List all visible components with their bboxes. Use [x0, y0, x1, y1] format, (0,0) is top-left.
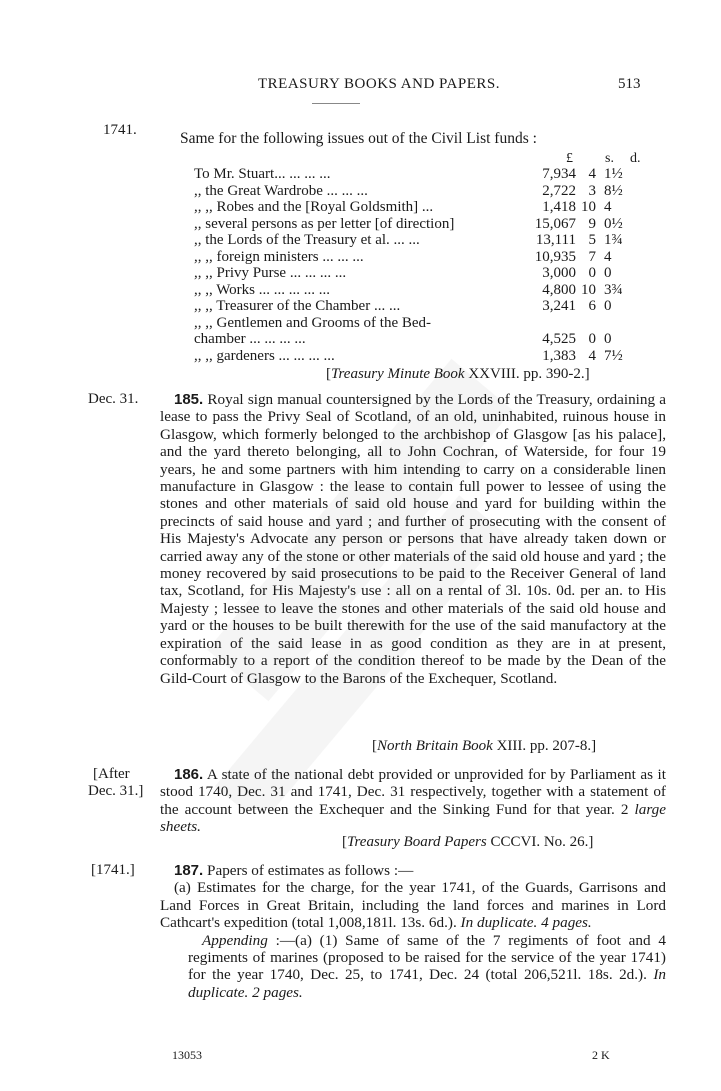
entry-187-number: 187.: [174, 862, 204, 879]
entry-186-number: 186.: [174, 766, 204, 783]
footer-sheet-mark: 2 K: [592, 1048, 610, 1062]
entry-187-appending: Appending :—(a) (1) Same of same of the 7 regiments of foot and 4 regiments of marines (proposed to be raised for the service of the year 1741) for the year 1740, Dec. 25, to 1741, Dec. 24 (total 206,521l. 18s. 2d.). In duplicate. 2 pages.: [188, 931, 667, 1001]
row-shillings: 9: [588, 215, 596, 232]
civil-list-row: [194, 249, 636, 266]
footer-signature-mark: 13053: [172, 1048, 202, 1062]
civil-list-row: [194, 216, 636, 233]
row-pence: [596, 315, 636, 332]
pounds-column-header: £: [566, 151, 573, 166]
row-description: ,, the Lords of the Treasury et al. ... ...: [194, 232, 420, 248]
row-pence: 0: [604, 331, 612, 347]
row-shillings: 5: [588, 232, 596, 248]
civil-list-row: [194, 166, 636, 183]
row-pounds: 15,067: [534, 215, 576, 232]
row-description: ,, the Great Wardrobe ... ... ...: [194, 182, 368, 199]
year-margin: 1741.: [103, 122, 137, 138]
entry-187-intro: Papers of estimates as follows :—: [207, 862, 414, 879]
page-number: 513: [618, 76, 641, 92]
entry-185-reference: [North Britain Book XIII. pp. 207-8.]: [372, 738, 597, 754]
row-pounds: 10,935: [534, 248, 576, 265]
row-description: chamber ... ... ... ...: [194, 331, 306, 347]
civil-list-row: [194, 315, 636, 332]
entry-187: [160, 862, 666, 1001]
entry-185-date: Dec. 31.: [88, 391, 139, 407]
entry-185-number: 185.: [174, 391, 204, 408]
row-shillings: 7: [588, 248, 596, 265]
row-description: To Mr. Stuart... ... ... ...: [194, 166, 331, 182]
row-shillings: 0: [588, 265, 596, 281]
pence-column-header: d.: [630, 151, 641, 166]
row-shillings: 4: [588, 166, 596, 182]
row-pounds: 1,418: [542, 199, 576, 215]
row-pence: 4: [604, 248, 612, 265]
row-shillings: 10: [581, 281, 596, 298]
civil-list-row: [194, 183, 636, 200]
row-pounds: 1,383: [542, 347, 576, 364]
entry-186-date: [After Dec. 31.]: [88, 766, 144, 799]
row-description: ,, ,, Privy Purse ... ... ... ...: [194, 265, 347, 281]
row-pounds: 7,934: [542, 166, 576, 182]
row-pounds: 4,525: [542, 331, 576, 347]
entry-187-item-a: (a) Estimates for the charge, for the year 1741, of the Guards, Garrisons and Land Forces in Great Britain, including the land forces and marines in Lord Cathcart's expedition (total 1,008,181l. 13s. 6d.). In duplicate. 4 pages.: [160, 879, 666, 932]
row-pounds: 2,722: [542, 182, 576, 199]
row-description: ,, ,, gardeners ... ... ... ...: [194, 347, 335, 364]
row-shillings: 3: [588, 182, 596, 199]
civil-list-reference: [Treasury Minute Book XXVIII. pp. 390-2.]: [326, 366, 590, 382]
row-pence: 1¾: [604, 232, 623, 248]
row-description: ,, ,, foreign ministers ... ... ...: [194, 248, 364, 265]
civil-list-row: [194, 331, 636, 348]
row-pounds: 3,241: [542, 298, 576, 314]
row-pence: 4: [604, 199, 612, 215]
shillings-column-header: s.: [605, 151, 614, 166]
row-pence: 3¾: [604, 281, 623, 298]
row-pence: 0½: [604, 215, 623, 232]
row-pounds: 3,000: [542, 265, 576, 281]
entry-187-date: [1741.]: [91, 862, 135, 878]
civil-list-row: [194, 265, 636, 282]
row-pounds: 4,800: [542, 281, 576, 298]
civil-list-row: [194, 199, 636, 216]
row-shillings: 0: [588, 331, 596, 347]
row-description: ,, ,, Robes and the [Royal Goldsmith] ...: [194, 199, 434, 215]
row-shillings: 6: [588, 298, 596, 314]
civil-list-row: [194, 348, 636, 365]
row-pounds: [530, 315, 576, 332]
row-description: ,, ,, Works ... ... ... ... ...: [194, 281, 331, 298]
row-shillings: 4: [588, 347, 596, 364]
row-description: ,, several persons as per letter [of direction]: [194, 215, 455, 232]
row-pence: 8½: [604, 182, 623, 199]
row-description: ,, ,, Gentlemen and Grooms of the Bed-: [194, 314, 432, 331]
header-rule: [312, 103, 360, 104]
civil-list-intro: Same for the following issues out of the Civil List funds :: [180, 130, 537, 147]
row-pence: 1½: [604, 166, 623, 182]
entry-185-text: Royal sign manual countersigned by the Lords of the Treasury, ordaining a lease to pass the Privy Seal of Scotland, of an old, uninhabited, ruinous house in Glasgow, which formerly belonged to the archbishop of Glasgow [as his palace], and the yard thereto belonging, all to John Cochran, of Waterside, for four 19 years, he and some partners with him intending to carry on a considerable linen manufacture in Glasgow : the lease to contain full power to lessee of using the stones and other materials of said old house and yard for building within the precincts of said house and yard ; and further of prosecuting with the consent of His Majesty's Advocate any person or persons that have already taken down or carried away any of the stone or other materials of the said old house and yard ; the money recovered by said prosecutions to be paid to the Receiver General of land tax, Scotland, for His Majesty's use : all on a rental of 3l. 10s. 0d. per an. to His Majesty ; lessee to leave the stones and other materials of the said old house and yard or the houses to be built therewith for the use of the said manufactory at the expiration of the said lease in as good condition as they are in at present, conformably to a report of the condition thereof to be made by the Dean of the Gild-Court of Glasgow to the Barons of the Exchequer, Scotland.: [160, 391, 666, 687]
running-header: TREASURY BOOKS AND PAPERS.: [258, 76, 500, 92]
row-description: ,, ,, Treasurer of the Chamber ... ...: [194, 298, 401, 314]
civil-list-row: [194, 298, 636, 315]
entry-186-reference: [Treasury Board Papers CCCVI. No. 26.]: [342, 834, 594, 850]
row-shillings: [576, 315, 596, 332]
entry-186: [160, 766, 666, 836]
entry-186-text: A state of the national debt provided or unprovided for by Parliament as it stood 1740, Dec. 31 and 1741, Dec. 31 respectively, together with a statement of the account between the Exchequer and the Sinking Fund for that year. 2: [160, 766, 666, 818]
row-shillings: 10: [581, 199, 596, 215]
civil-list-row: [194, 232, 636, 249]
row-pence: 7½: [604, 347, 623, 364]
civil-list-row: [194, 282, 636, 299]
entry-185: [160, 391, 666, 687]
civil-list-table: [194, 166, 636, 364]
row-pounds: 13,111: [535, 232, 576, 248]
row-pence: 0: [604, 265, 612, 281]
entry-186-sheets: large sheets.: [160, 800, 666, 836]
row-pence: 0: [604, 298, 612, 314]
